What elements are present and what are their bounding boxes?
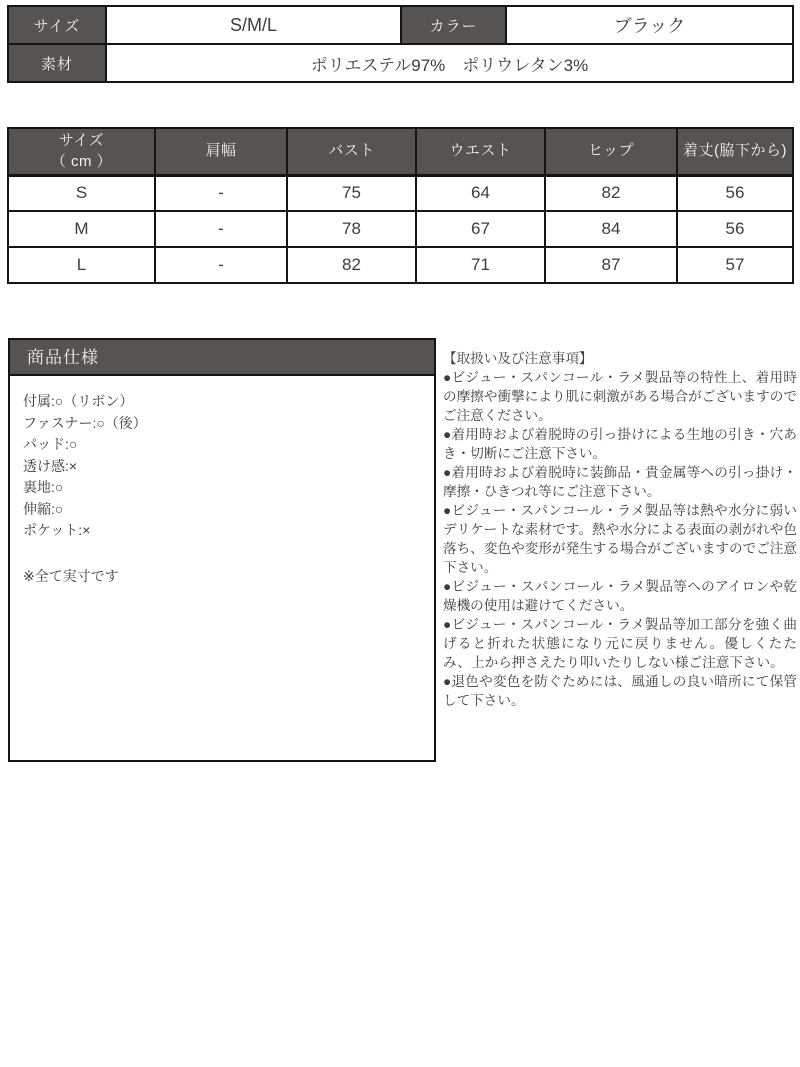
spec-item-pocket: ポケット:× bbox=[23, 522, 91, 538]
cell: 71 bbox=[416, 247, 545, 283]
cell: 82 bbox=[545, 175, 677, 211]
waist-header-cell: ウエスト bbox=[416, 128, 545, 175]
spec-measurement-note: ※全て実寸です bbox=[23, 567, 119, 584]
spec-item-sheerness: 透け感:× bbox=[23, 457, 78, 474]
hip-header-cell: ヒップ bbox=[545, 128, 677, 175]
precaution-item: ●着用時および着脱時の引っ掛けによる生地の引き・穴あき・切断にご注意下さい。 bbox=[443, 427, 797, 461]
precaution-item: ●ビジュー・スパンコール・ラメ製品等の特性上、着用時の摩擦や衝撃により肌に刺激がある場合がございますのでご注意ください。 bbox=[443, 370, 797, 423]
cell: 75 bbox=[287, 175, 416, 211]
cell: 56 bbox=[677, 211, 793, 247]
color-label-cell: カラー bbox=[401, 6, 506, 44]
product-spec-box bbox=[8, 338, 436, 762]
spec-item-stretch: 伸縮:○ bbox=[23, 500, 64, 517]
cell: M bbox=[8, 211, 155, 247]
cell: 64 bbox=[416, 175, 545, 211]
cell: - bbox=[155, 247, 287, 283]
material-label-cell: 素材 bbox=[8, 44, 106, 82]
table-row-size-s bbox=[8, 175, 793, 211]
material-value-cell: ポリエステル97% ポリウレタン3% bbox=[106, 44, 793, 82]
precautions-title: 【取扱い及び注意事項】 bbox=[443, 351, 593, 366]
product-spec-title: 商品仕様 bbox=[10, 340, 434, 376]
spec-item-lining: 裏地:○ bbox=[23, 479, 64, 495]
table-row-size-m bbox=[8, 211, 793, 247]
cell: 87 bbox=[545, 247, 677, 283]
cell: - bbox=[155, 211, 287, 247]
handling-precautions bbox=[443, 349, 797, 710]
spec-item-fastener: ファスナー:○（後） bbox=[23, 414, 147, 431]
cell: S bbox=[8, 175, 155, 211]
bust-header-cell: バスト bbox=[287, 128, 416, 175]
precaution-item: ●ビジュー・スパンコール・ラメ製品等加工部分を強く曲げると折れた状態になり元に戻りません。優しくたたみ、上から押さえたり叩いたりしない様ご注意下さい。 bbox=[443, 617, 797, 670]
precaution-item: ●ビジュー・スパンコール・ラメ製品等は熱や水分に弱いデリケートな素材です。熱や水分による表面の剥がれや色落ち、変色や変形が発生する場合がございますのでご注意下さい。 bbox=[443, 503, 797, 575]
table-row bbox=[8, 44, 793, 82]
precaution-item: ●ビジュー・スパンコール・ラメ製品等へのアイロンや乾燥機の使用は避けてください。 bbox=[443, 579, 797, 613]
cell: L bbox=[8, 247, 155, 283]
table-row bbox=[8, 6, 793, 44]
shoulder-width-header-cell: 肩幅 bbox=[155, 128, 287, 175]
cell: 84 bbox=[545, 211, 677, 247]
product-info-table bbox=[7, 5, 794, 83]
table-row-size-l bbox=[8, 247, 793, 283]
product-spec-list bbox=[10, 376, 434, 587]
color-value-cell: ブラック bbox=[506, 6, 793, 44]
cell: 56 bbox=[677, 175, 793, 211]
cell: - bbox=[155, 175, 287, 211]
size-header-line1: サイズ bbox=[58, 131, 105, 149]
cell: 82 bbox=[287, 247, 416, 283]
cell: 67 bbox=[416, 211, 545, 247]
size-value-cell: S/M/L bbox=[106, 6, 401, 44]
size-cm-header-cell bbox=[8, 128, 155, 175]
spec-item-accessory: 付属:○（リボン） bbox=[23, 393, 134, 409]
size-chart-header-row bbox=[8, 128, 793, 175]
length-header-cell: 着丈(脇下から) bbox=[677, 128, 793, 175]
spec-item-pad: パッド:○ bbox=[23, 436, 78, 452]
size-header-line2: （ cm ） bbox=[50, 153, 113, 171]
precaution-item: ●着用時および着脱時に装飾品・貴金属等への引っ掛け・摩擦・ひきつれ等にご注意下さい。 bbox=[443, 465, 797, 499]
cell: 57 bbox=[677, 247, 793, 283]
size-chart-table bbox=[7, 127, 794, 284]
precaution-item: ●退色や変色を防ぐためには、風通しの良い暗所にて保管して下さい。 bbox=[443, 674, 797, 708]
size-label-cell: サイズ bbox=[8, 6, 106, 44]
cell: 78 bbox=[287, 211, 416, 247]
